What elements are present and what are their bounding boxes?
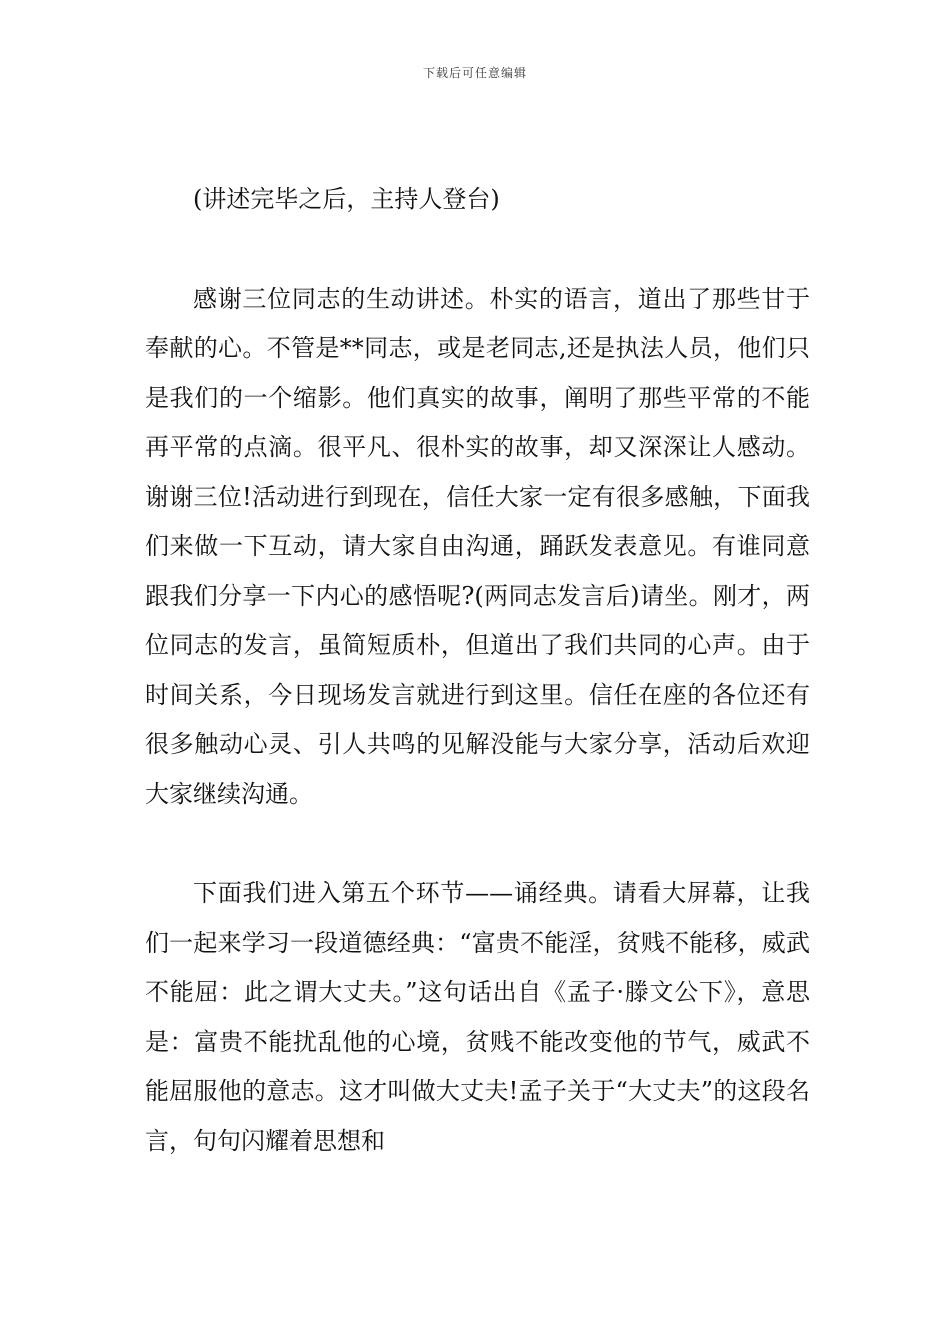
page-header-note: 下载后可任意编辑 (422, 66, 527, 80)
document-body (145, 175, 810, 1166)
body-paragraph-classics: 下面我们进入第五个环节——诵经典。请看大屏幕，让我们一起来学习一段道德经典：“富贵不能淫，贫贱不能移，威武不能屈：此之谓大丈夫。”这句话出自《孟子·滕文公下》，意思是：富贵不能扰乱他的心境，贫贱不能改变他的节气，威武不能屈服他的意志。这才叫做大丈夫!孟子关于“大丈夫”的这段名言，句句闪耀着思想和 (145, 879, 810, 1155)
body-paragraph-thanks: 感谢三位同志的生动讲述。朴实的语言，道出了那些甘于奉献的心。不管是**同志，或是老同志,还是执法人员，他们只是我们的一个缩影。他们真实的故事，阐明了那些平常的不能再平常的点滴。很平凡、很朴实的故事，却又深深让人感动。谢谢三位!活动进行到现在，信任大家一定有很多感触，下面我们来做一下互动，请大家自由沟通，踊跃发表意见。有谁同意跟我们分享一下内心的感悟呢?(两同志发言后)请坐。刚才，两位同志的发言，虽简短质朴，但道出了我们共同的心声。由于时间关系，今日现场发言就进行到这里。信任在座的各位还有很多触动心灵、引人共鸣的见解没能与大家分享，活动后欢迎大家继续沟通。 (145, 284, 810, 808)
stage-direction-paragraph: (讲述完毕之后，主持人登台) (193, 185, 500, 213)
